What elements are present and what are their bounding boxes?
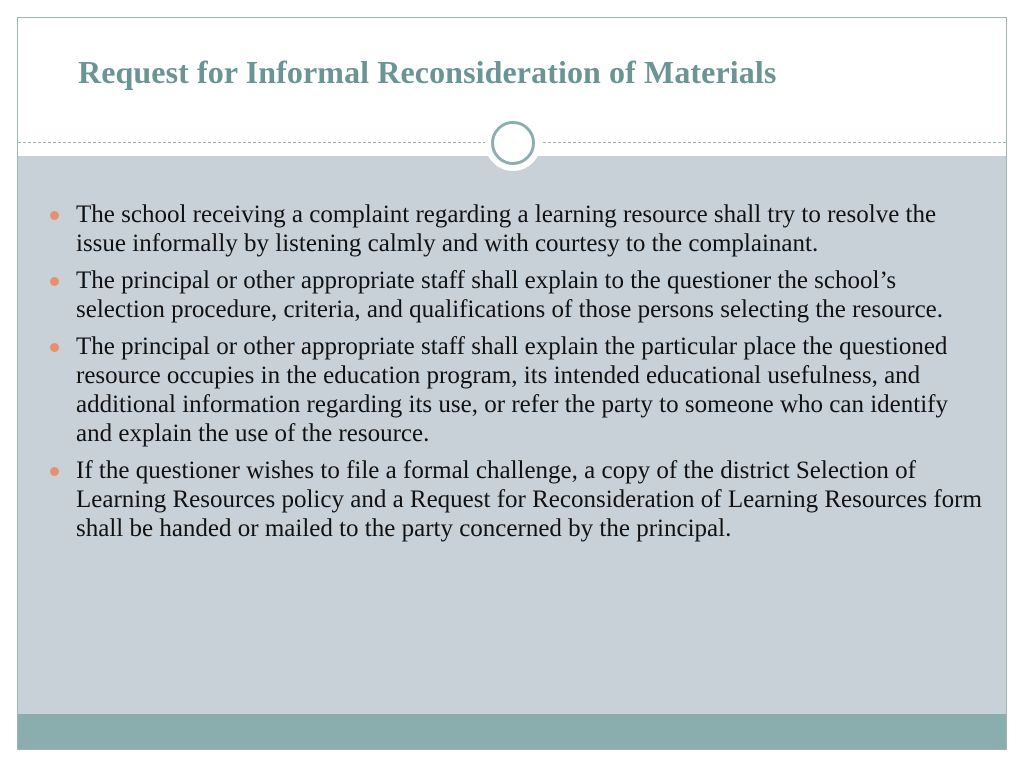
bullet-dot-icon	[50, 277, 59, 286]
bullet-text: The principal or other appropriate staff shall explain to the questioner the school’s selection procedure, criteria, and qualifications of those persons selecting the resource.	[76, 267, 944, 323]
footer-band	[18, 714, 1006, 749]
bullet-dot-icon	[50, 211, 59, 220]
bullet-item	[48, 266, 988, 324]
bullet-text: The principal or other appropriate staff shall explain the particular place the questioned resource occupies in the education program, its intended educational usefulness, and additional information regarding its use, or refer the party to someone who can identify and explain the use of the resource.	[76, 333, 948, 447]
bullet-dot-icon	[50, 467, 59, 476]
bullet-item	[48, 332, 988, 448]
slide-title: Request for Informal Reconsideration of Materials	[78, 54, 777, 90]
bullet-text: The school receiving a complaint regarding a learning resource shall try to resolve the issue informally by listening calmly and with courtesy to the complainant.	[76, 201, 937, 257]
bullet-dot-icon	[50, 343, 59, 352]
bullet-list	[48, 200, 988, 551]
bullet-text: If the questioner wishes to file a formal challenge, a copy of the district Selection of Learning Resources policy and a Request for Reconsideration of Learning Resources form shall be handed or mailed to the party concerned by the principal.	[76, 457, 982, 542]
slide	[17, 17, 1007, 750]
bullet-item	[48, 200, 988, 258]
ring-ornament-icon	[485, 115, 541, 171]
bullet-item	[48, 456, 988, 543]
ring-inner-circle	[491, 121, 535, 165]
